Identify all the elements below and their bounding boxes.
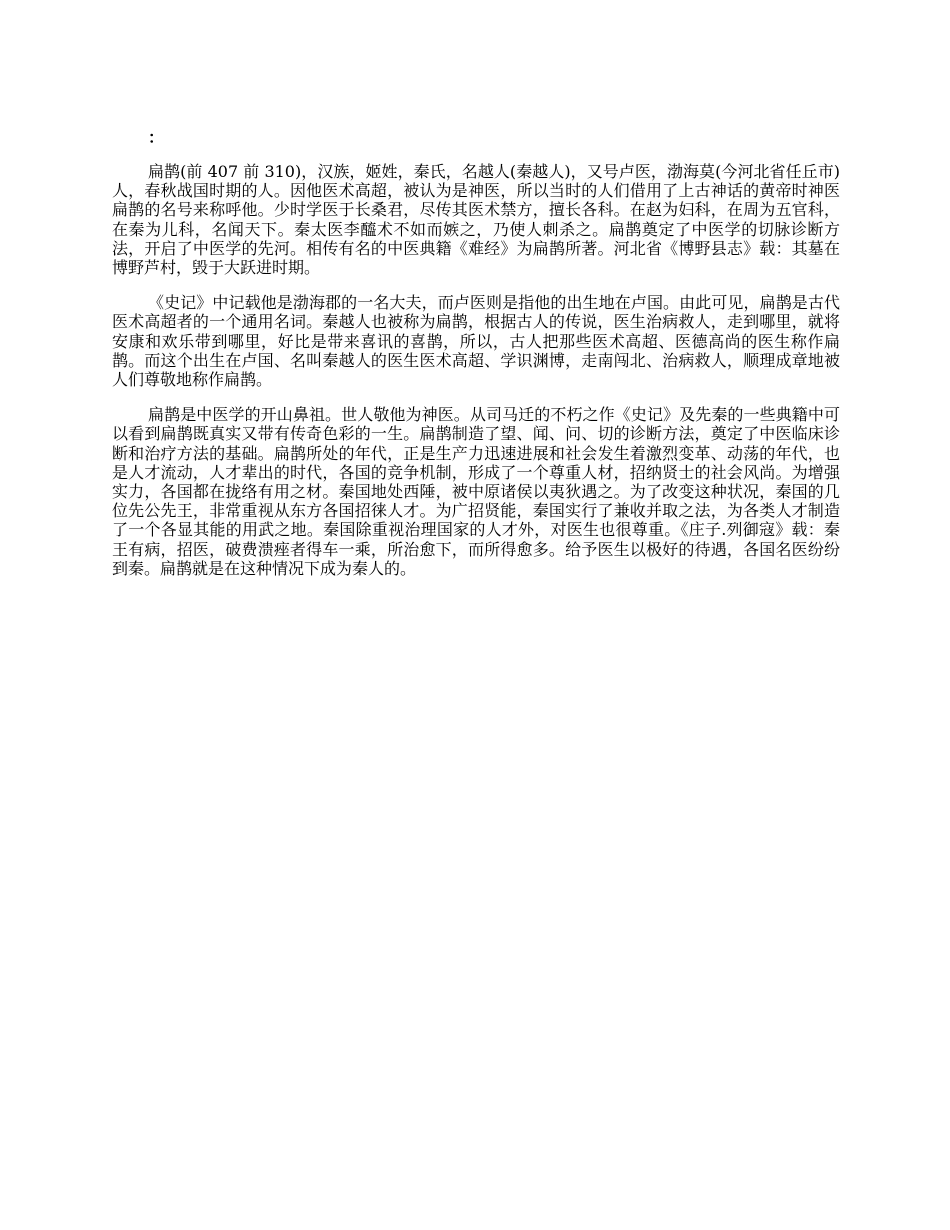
paragraph-name-origin: 《史记》中记载他是渤海郡的一名大夫，而卢医则是指他的出生地在卢国。由此可见，扁鹊是古代医术高超者的一个通用名词。秦越人也被称为扁鹊，根据古人的传说，医生治病救人，走到哪里，就将安康和欢乐带到哪里，好比是带来喜讯的喜鹊，所以，古人把那些医术高超、医德高尚的医生称作扁鹊。而这个出生在卢国、名叫秦越人的医生医术高超、学识渊博，走南闯北、治病救人，顺理成章地被人们尊敬地称作扁鹊。	[112, 293, 840, 390]
document-heading: ：	[148, 128, 165, 147]
document-page	[112, 128, 840, 594]
paragraph-biography: 扁鹊(前 407 前 310)，汉族，姬姓，秦氏，名越人(秦越人)，又号卢医，渤海莫(今河北省任丘市)人，春秋战国时期的人。因他医术高超，被认为是神医，所以当时的人们借用了上古神话的黄帝时神医扁鹊的名号来称呼他。少时学医于长桑君，尽传其医术禁方，擅长各科。在赵为妇科，在周为五官科，在秦为儿科，名闻天下。秦太医李醯术不如而嫉之，乃使人刺杀之。扁鹊奠定了中医学的切脉诊断方法，开启了中医学的先河。相传有名的中医典籍《难经》为扁鹊所著。河北省《博野县志》载：其墓在博野芦村，毁于大跃进时期。	[112, 162, 840, 278]
paragraph-legacy: 扁鹊是中医学的开山鼻祖。世人敬他为神医。从司马迁的不朽之作《史记》及先秦的一些典籍中可以看到扁鹊既真实又带有传奇色彩的一生。扁鹊制造了望、闻、问、切的诊断方法，奠定了中医临床诊断和治疗方法的基础。扁鹊所处的年代，正是生产力迅速进展和社会发生着激烈变革、动荡的年代，也是人才流动，人才辈出的时代，各国的竞争机制，形成了一个尊重人材，招纳贤士的社会风尚。为增强实力，各国都在拢络有用之材。秦国地处西陲，被中原诸侯以夷狄遇之。为了改变这种状况，秦国的几位先公先王，非常重视从东方各国招徕人才。为广招贤能，秦国实行了兼收并取之法，为各类人才制造了一个各显其能的用武之地。秦国除重视治理国家的人才外，对医生也很尊重。《庄子.列御寇》载：秦王有病，招医，破费溃痤者得车一乘，所治愈下，而所得愈多。给予医生以极好的待遇，各国名医纷纷到秦。扁鹊就是在这种情况下成为秦人的。	[112, 405, 840, 578]
